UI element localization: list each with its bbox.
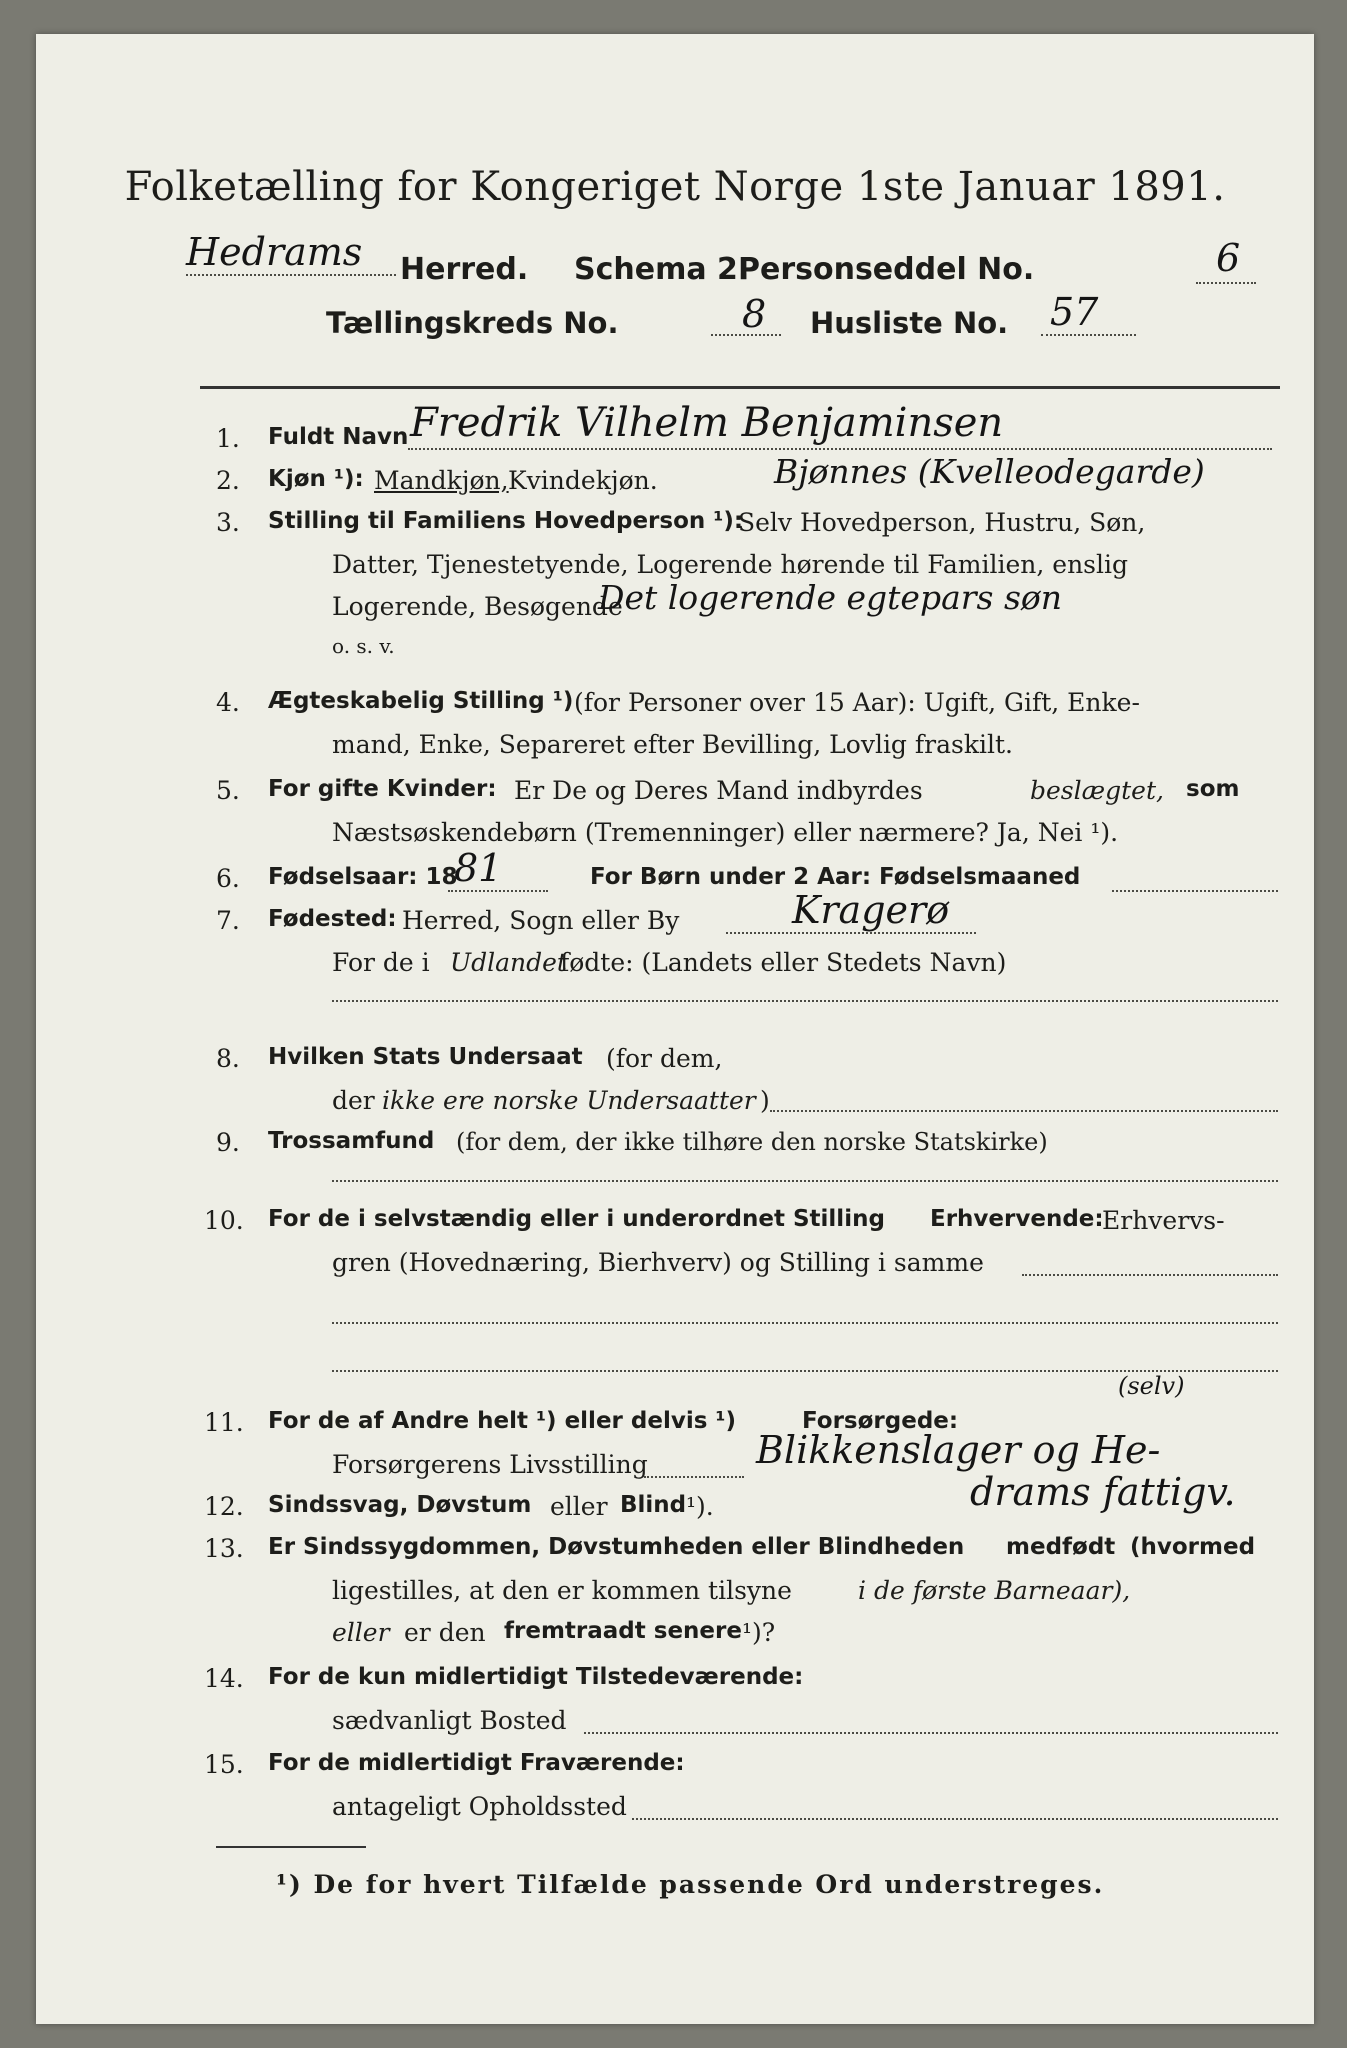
item-number: 5. [216, 776, 240, 805]
q10-line1: For de i selvstændig eller i underordnet Stilling [268, 1206, 885, 1232]
personseddel-value: 6 [1216, 236, 1241, 280]
item-number: 14. [204, 1664, 244, 1693]
q3-line3: Logerende, Besøgende [332, 592, 623, 621]
q3-handwritten-value: Det logerende egtepars søn [598, 578, 1063, 617]
q11-line1: For de af Andre helt ¹) eller delvis ¹) [268, 1408, 736, 1434]
q2-handwritten-note: Bjønnes (Kvelleodegarde) [774, 452, 1205, 491]
item-number: 15. [204, 1750, 244, 1779]
husliste-dotline [1041, 334, 1136, 336]
item-number: 9. [216, 1128, 240, 1157]
q13-line2: ligestilles, at den er kommen tilsyne [332, 1576, 792, 1605]
q3-line2: Datter, Tjenestetyende, Logerende hørende til Familien, enslig [332, 550, 1129, 579]
q13-line3: er den [404, 1618, 486, 1647]
q7-abroad-dotline [332, 1000, 1278, 1002]
q10-line1-bold: Erhvervende: [930, 1206, 1104, 1232]
footnote-rule [216, 1846, 366, 1848]
q12-blind: Blind [620, 1492, 687, 1518]
q6-month-dotline [1112, 890, 1278, 892]
q6-line2: For Børn under 2 Aar: Fødselsmaaned [590, 864, 1081, 890]
q13-line3-italic: eller [332, 1618, 390, 1647]
q7-line2-end: fødte: (Landets eller Stedets Navn) [560, 948, 1007, 977]
q1-dotline [408, 448, 1272, 450]
q12-label: Sindssvag, Døvstum [268, 1492, 532, 1518]
kreds-dotline [711, 334, 781, 336]
q5-line1-end: som [1186, 776, 1240, 802]
q13-line3-bold: fremtraadt senere [504, 1618, 742, 1644]
q10-line2: gren (Hovednæring, Bierhverv) og Stilling i samme [332, 1248, 984, 1277]
q11-handwritten-note: (selv) [1118, 1372, 1185, 1400]
q11-dotline [644, 1476, 744, 1478]
q2-male-option: Mandkjøn, [374, 466, 509, 495]
q2-label: Kjøn ¹): [268, 466, 364, 492]
husliste-value: 57 [1050, 290, 1099, 334]
q8-line2-end: ) [760, 1086, 770, 1115]
q14-dotline [584, 1732, 1278, 1734]
item-number: 8. [216, 1044, 240, 1073]
q11-line2: Forsørgerens Livsstilling [332, 1450, 648, 1479]
q4-label: Ægteskabelig Stilling ¹) [268, 688, 574, 714]
q8-line2-italic: ikke ere norske Undersaatter [382, 1086, 756, 1115]
census-form-sheet [36, 34, 1314, 2024]
q9-label: Trossamfund [268, 1128, 435, 1154]
kreds-label: Tællingskreds No. [326, 306, 619, 340]
q15-line2: antageligt Opholdssted [332, 1792, 627, 1821]
q6-birth-year-value: 81 [454, 846, 503, 890]
q3-label: Stilling til Familiens Hovedperson ¹): [268, 508, 744, 534]
q5-label: For gifte Kvinder: [268, 776, 497, 802]
q13-line1-bold: medfødt [1006, 1534, 1116, 1560]
q3-line1: Selv Hovedperson, Hustru, Søn, [738, 508, 1146, 537]
item-number: 2. [216, 466, 240, 495]
item-number: 1. [216, 424, 240, 453]
q14-label: For de kun midlertidigt Tilstedeværende: [268, 1664, 804, 1690]
q11-line1-bold: Forsørgede: [802, 1408, 959, 1434]
q8-line2: der [332, 1086, 375, 1115]
item-number: 11. [204, 1408, 244, 1437]
q10-dotline-1 [1022, 1274, 1278, 1276]
q12-eller: eller [550, 1492, 608, 1521]
q9-dotline [332, 1180, 1278, 1182]
q12-end: ¹). [686, 1492, 714, 1521]
q10-dotline-2 [332, 1322, 1278, 1324]
q7-label: Fødested: [268, 906, 397, 932]
herred-value: Hedrams [186, 230, 363, 274]
q6-dotline [448, 890, 548, 892]
q7-birthplace-value: Kragerø [792, 888, 950, 932]
form-title: Folketælling for Kongeriget Norge 1ste Januar 1891. [124, 164, 1226, 210]
q13-line2-italic: i de første Barneaar), [858, 1576, 1131, 1605]
q10-line1-end: Erhvervs- [1102, 1206, 1225, 1235]
q1-label: Fuldt Navn [268, 424, 409, 450]
q6-label: Fødselsaar: 18 [268, 864, 458, 890]
q13-line3-end: ¹)? [742, 1618, 776, 1647]
husliste-label: Husliste No. [810, 306, 1009, 340]
schema-label: Schema 2. [574, 252, 750, 287]
q13-line1: Er Sindssygdommen, Døvstumheden eller Blindheden [268, 1534, 965, 1560]
item-number: 3. [216, 508, 240, 537]
item-number: 13. [204, 1534, 244, 1563]
q11-handwritten-value: Blikkenslager og He- [756, 1428, 1161, 1472]
footnote: ¹) De for hvert Tilfælde passende Ord understreges. [276, 1870, 1105, 1899]
q1-full-name: Fredrik Vilhelm Benjaminsen [410, 400, 1004, 446]
q7-line2: For de i [332, 948, 430, 977]
q7-line2-italic: Udlandet [450, 948, 567, 977]
q11-handwritten-value-2: drams fattigv. [970, 1470, 1236, 1514]
q7-line1: Herred, Sogn eller By [402, 906, 680, 935]
q7-dotline [726, 932, 976, 934]
q4-line2: mand, Enke, Separeret efter Bevilling, Lovlig fraskilt. [332, 730, 1013, 759]
item-number: 6. [216, 864, 240, 893]
personseddel-label: Personseddel No. [738, 252, 1035, 287]
q4-line1: (for Personer over 15 Aar): Ugift, Gift, Enke- [574, 688, 1140, 717]
q5-line1-italic: beslægtet, [1030, 776, 1164, 805]
personseddel-dotline [1196, 282, 1256, 284]
header-rule [200, 386, 1280, 389]
q8-dotline [770, 1110, 1278, 1112]
kreds-value: 8 [742, 292, 767, 336]
q2-female-option: Kvindekjøn. [508, 466, 658, 495]
item-number: 12. [204, 1492, 244, 1521]
q13-line1-end: (hvormed [1130, 1534, 1256, 1560]
item-number: 7. [216, 906, 240, 935]
q15-dotline [632, 1818, 1278, 1820]
q5-line1: Er De og Deres Mand indbyrdes [514, 776, 923, 805]
item-number: 4. [216, 688, 240, 717]
q14-line2: sædvanligt Bosted [332, 1706, 567, 1735]
q9-line1: (for dem, der ikke tilhøre den norske Statskirke) [456, 1128, 1048, 1156]
herred-dotline [186, 274, 396, 276]
q8-line1-end: (for dem, [606, 1044, 723, 1073]
item-number: 10. [204, 1206, 244, 1235]
herred-label: Herred. [400, 252, 529, 287]
q3-line4: o. s. v. [332, 634, 395, 658]
q15-label: For de midlertidigt Fraværende: [268, 1750, 685, 1776]
q8-line1: Hvilken Stats Undersaat [268, 1044, 583, 1070]
q5-line2: Næstsøskendebørn (Tremenninger) eller nærmere? Ja, Nei ¹). [332, 818, 1119, 847]
